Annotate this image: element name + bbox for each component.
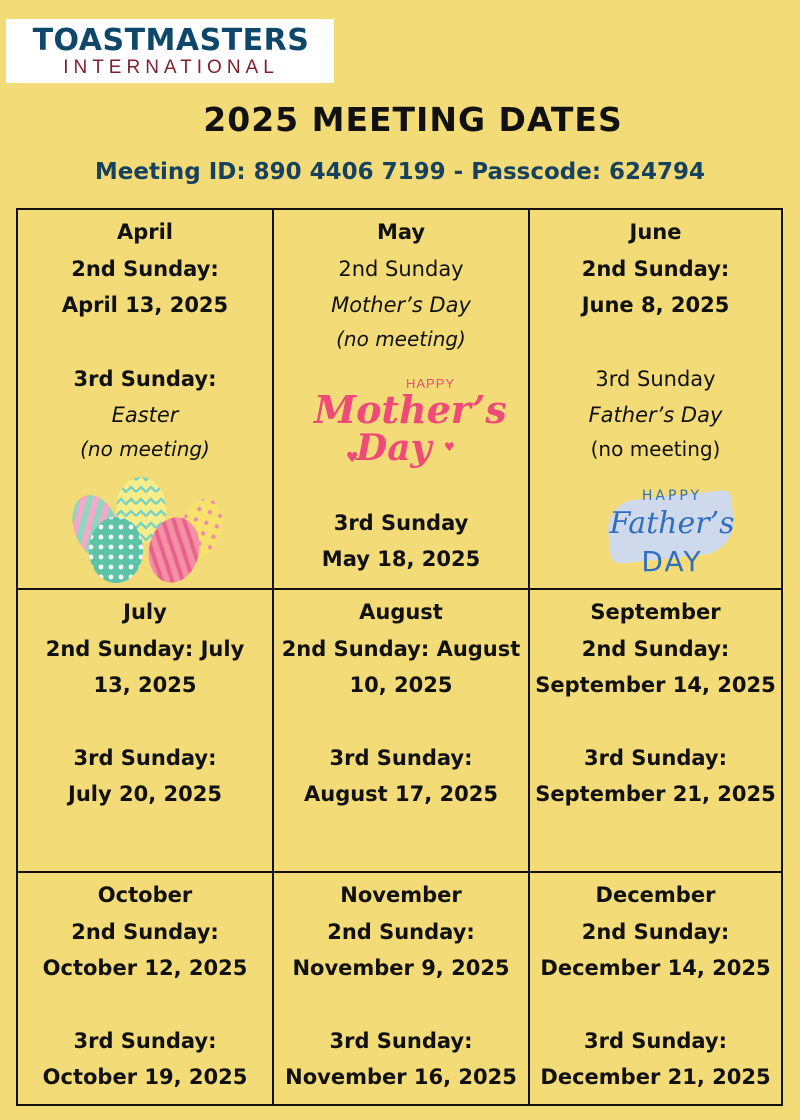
month-cell-may <box>274 210 530 590</box>
month-cell-november <box>274 873 530 1104</box>
third-sunday-label: 3rd Sunday <box>595 367 716 391</box>
month-name: August <box>359 600 443 624</box>
second-sunday-label: 2nd Sunday: August <box>281 637 521 661</box>
month-name: September <box>590 600 721 624</box>
month-name: July <box>123 600 167 624</box>
third-sunday-date: November 16, 2025 <box>285 1065 517 1089</box>
month-name: April <box>116 220 174 244</box>
second-sunday-date: 10, 2025 <box>349 673 453 697</box>
happy-mothers-day-icon <box>314 368 507 488</box>
third-sunday-label: 3rd Sunday: <box>73 367 217 391</box>
month-name: May <box>376 220 426 244</box>
second-sunday-label: 2nd Sunday: July <box>45 637 245 661</box>
third-sunday-date: December 21, 2025 <box>540 1065 771 1089</box>
easter-eggs-icon <box>56 472 226 588</box>
third-sunday-date: September 21, 2025 <box>535 782 776 806</box>
second-sunday-date: September 14, 2025 <box>535 673 776 697</box>
meeting-dates-grid <box>16 208 783 1106</box>
month-name: December <box>595 883 716 907</box>
month-cell-april <box>18 210 274 590</box>
no-meeting-note: (no meeting) <box>590 437 721 461</box>
happy-fathers-day-icon <box>602 466 742 584</box>
holiday-name: Father’s Day <box>588 403 723 427</box>
second-sunday-label: 2nd Sunday: <box>581 257 730 281</box>
third-sunday-label: 3rd Sunday: <box>73 1029 217 1053</box>
second-sunday-label: 2nd Sunday: <box>581 920 730 944</box>
third-sunday-date: May 18, 2025 <box>321 547 481 571</box>
second-sunday-label: 2nd Sunday: <box>71 920 219 944</box>
third-sunday-label: 3rd Sunday: <box>329 1029 473 1053</box>
second-sunday-label: 2nd Sunday <box>338 257 464 281</box>
second-sunday-label: 2nd Sunday: <box>71 257 219 281</box>
third-sunday-label: 3rd Sunday: <box>584 746 727 770</box>
toastmasters-logo <box>6 19 334 83</box>
heart-icon: ♥ <box>444 440 455 454</box>
page-title: 2025 MEETING DATES <box>203 100 623 139</box>
meeting-info: Meeting ID: 890 4406 7199 - Passcode: 624794 <box>94 159 706 185</box>
third-sunday-date: October 19, 2025 <box>42 1065 248 1089</box>
no-meeting-note: (no meeting) <box>80 437 210 461</box>
mothers-day-main-text: Mother’s <box>314 387 507 432</box>
logo-subtitle: INTERNATIONAL <box>63 57 279 78</box>
second-sunday-date: November 9, 2025 <box>292 956 510 980</box>
mothers-day-day-text: Day <box>356 427 432 469</box>
holiday-name: Easter <box>111 403 179 427</box>
heart-icon: ♥ <box>346 450 359 466</box>
fathers-day-main-text: Father’s <box>609 506 735 541</box>
second-sunday-date: April 13, 2025 <box>61 293 229 317</box>
holiday-name: Mother’s Day <box>331 293 471 317</box>
third-sunday-label: 3rd Sunday: <box>329 746 473 770</box>
second-sunday-date: 13, 2025 <box>93 673 197 697</box>
logo-wordmark: TOASTMASTERS <box>32 23 310 58</box>
third-sunday-date: August 17, 2025 <box>304 782 498 806</box>
month-name: June <box>629 220 682 244</box>
second-sunday-label: 2nd Sunday: <box>581 637 730 661</box>
month-cell-december <box>530 873 781 1104</box>
fathers-day-day-text: DAY <box>641 545 703 578</box>
month-cell-october <box>18 873 274 1104</box>
third-sunday-label: 3rd Sunday: <box>584 1029 727 1053</box>
second-sunday-date: October 12, 2025 <box>42 956 248 980</box>
second-sunday-label: 2nd Sunday: <box>327 920 475 944</box>
no-meeting-note: (no meeting) <box>336 327 466 351</box>
second-sunday-date: June 8, 2025 <box>581 293 730 317</box>
month-name: November <box>340 883 462 907</box>
month-cell-july <box>18 590 274 873</box>
third-sunday-date: July 20, 2025 <box>68 782 222 806</box>
month-cell-august <box>274 590 530 873</box>
mothers-day-happy-text: HAPPY <box>406 376 456 391</box>
month-cell-june <box>530 210 781 590</box>
second-sunday-date: December 14, 2025 <box>540 956 771 980</box>
month-cell-september <box>530 590 781 873</box>
third-sunday-label: 3rd Sunday: <box>73 746 217 770</box>
third-sunday-label: 3rd Sunday <box>333 511 469 535</box>
fathers-day-happy-text: HAPPY <box>641 488 703 504</box>
month-name: October <box>97 883 193 907</box>
